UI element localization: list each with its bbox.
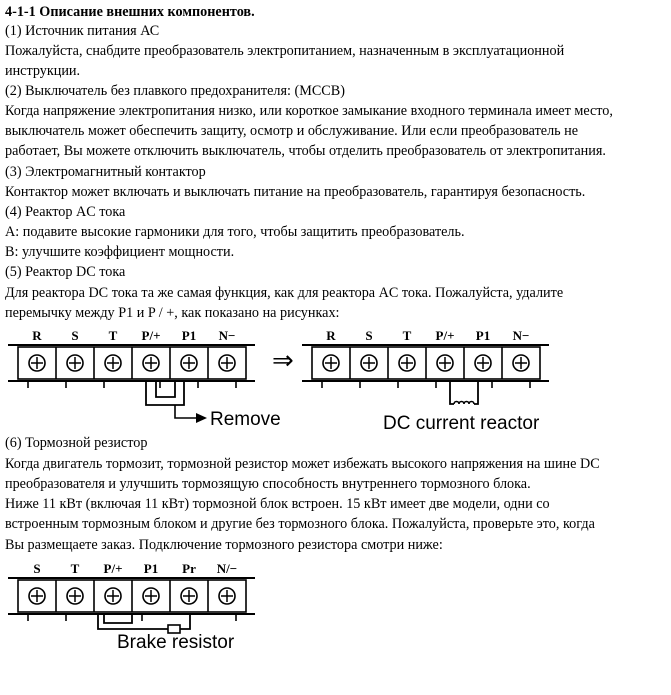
terminal-screw-icon bbox=[475, 355, 491, 371]
terminal-label: N− bbox=[218, 328, 236, 343]
terminal-label: P1 bbox=[475, 328, 491, 343]
jumper-wire bbox=[104, 614, 132, 623]
text-line: B: улучшите коэффициент мощности. bbox=[5, 244, 235, 260]
terminal-screw-icon bbox=[361, 355, 377, 371]
reactor-wire bbox=[450, 381, 454, 404]
terminal-screw-icon bbox=[29, 588, 45, 604]
text-line: (2) Выключатель без плавкого предохранителя: (MCCB) bbox=[5, 83, 345, 99]
terminal-screw-icon bbox=[513, 355, 529, 371]
resistor-wire bbox=[98, 614, 168, 629]
caption-brake-resistor: Brake resistor bbox=[117, 632, 235, 653]
reactor-wire bbox=[474, 381, 478, 404]
terminal-label: R bbox=[326, 328, 336, 343]
text-line: (1) Источник питания АС bbox=[5, 23, 160, 39]
terminal-screw-icon bbox=[181, 588, 197, 604]
jumper-wire bbox=[156, 381, 175, 397]
terminal-screw-icon bbox=[67, 355, 83, 371]
terminal-screw-icon bbox=[105, 355, 121, 371]
text-line: Ниже 11 кВт (включая 11 кВт) тормозной блок встроен. 15 кВт имеет две модели, одни со bbox=[5, 496, 550, 512]
text-line: перемычку между P1 и P / +, как показано на рисунках: bbox=[5, 305, 340, 321]
terminal-label: Pr bbox=[182, 561, 196, 576]
terminal-label: S bbox=[33, 561, 41, 576]
section-heading: 4-1-1 Описание внешних компонентов. bbox=[5, 4, 255, 20]
text-line: (4) Реактор AC тока bbox=[5, 204, 126, 220]
reactor-coil-icon bbox=[454, 402, 474, 405]
terminal-block-after bbox=[302, 328, 549, 434]
terminal-label: T bbox=[108, 328, 118, 343]
terminal-screw-icon bbox=[399, 355, 415, 371]
text-line: Когда двигатель тормозит, тормозной резистор может избежать высокого напряжения на шине DC bbox=[5, 456, 600, 472]
text-line: (3) Электромагнитный контактор bbox=[5, 164, 206, 180]
terminal-label: R bbox=[32, 328, 42, 343]
text-line: Контактор может включать и выключать питание на преобразователь, гарантируя безопасность. bbox=[5, 184, 586, 200]
pointer-line bbox=[175, 405, 198, 418]
terminal-label: P/+ bbox=[103, 561, 123, 576]
text-line: (6) Тормозной резистор bbox=[5, 435, 148, 451]
text-line: встроенным тормозным блоком и другие без тормозного блока. Пожалуйста, проверьте это, когда bbox=[5, 516, 595, 532]
text-line: Для реактора DC тока та же самая функция, как для реактора AC тока. Пожалуйста, удалите bbox=[5, 285, 564, 301]
arrow-head-icon bbox=[196, 413, 207, 423]
transition-arrow-icon: ⇒ bbox=[272, 346, 294, 376]
terminal-label: T bbox=[70, 561, 80, 576]
terminal-screw-icon bbox=[219, 355, 235, 371]
text-line: (5) Реактор DC тока bbox=[5, 264, 126, 280]
terminal-screw-icon bbox=[105, 588, 121, 604]
text-line: работает, Вы можете отключить выключатель, чтобы отделить преобразователь от электропитания. bbox=[5, 143, 606, 159]
text-line: выключатель может обеспечить защиту, осмотр и обслуживание. Или если преобразователь не bbox=[5, 123, 579, 139]
terminal-screw-icon bbox=[143, 588, 159, 604]
terminal-screw-icon bbox=[67, 588, 83, 604]
text-line: A: подавите высокие гармоники для того, чтобы защитить преобразователь. bbox=[5, 224, 465, 240]
terminal-block-before bbox=[8, 328, 281, 430]
jumper-wire bbox=[146, 381, 184, 405]
terminal-label: S bbox=[365, 328, 373, 343]
text-line: инструкции. bbox=[5, 63, 81, 79]
terminal-screw-icon bbox=[219, 588, 235, 604]
text-line: преобразователя и улучшить тормозящую способность внутреннего тормозного блока. bbox=[5, 476, 531, 492]
resistor-wire bbox=[180, 614, 190, 629]
terminal-screw-icon bbox=[437, 355, 453, 371]
dc-reactor-diagram bbox=[0, 322, 671, 437]
terminal-screw-icon bbox=[143, 355, 159, 371]
terminal-label: S bbox=[71, 328, 79, 343]
terminal-screw-icon bbox=[181, 355, 197, 371]
terminal-label: N− bbox=[512, 328, 530, 343]
terminal-label: P/+ bbox=[435, 328, 455, 343]
terminal-label: T bbox=[402, 328, 412, 343]
terminal-screw-icon bbox=[323, 355, 339, 371]
caption-dc-reactor: DC current reactor bbox=[383, 413, 540, 434]
terminal-label: P1 bbox=[181, 328, 197, 343]
text-line: Когда напряжение электропитания низко, или короткое замыкание входного терминала имеет место, bbox=[5, 103, 613, 119]
terminal-screw-icon bbox=[29, 355, 45, 371]
brake-resistor-diagram bbox=[0, 555, 671, 655]
text-line: Пожалуйста, снабдите преобразователь электропитанием, назначенным в эксплуатационной bbox=[5, 43, 565, 59]
terminal-label: P1 bbox=[143, 561, 159, 576]
caption-remove: Remove bbox=[210, 409, 281, 430]
text-line: Вы размещаете заказ. Подключение тормозного резистора смотри ниже: bbox=[5, 537, 443, 553]
terminal-label: P/+ bbox=[141, 328, 161, 343]
terminal-label: N/− bbox=[216, 561, 238, 576]
terminal-block-brake bbox=[8, 561, 255, 653]
